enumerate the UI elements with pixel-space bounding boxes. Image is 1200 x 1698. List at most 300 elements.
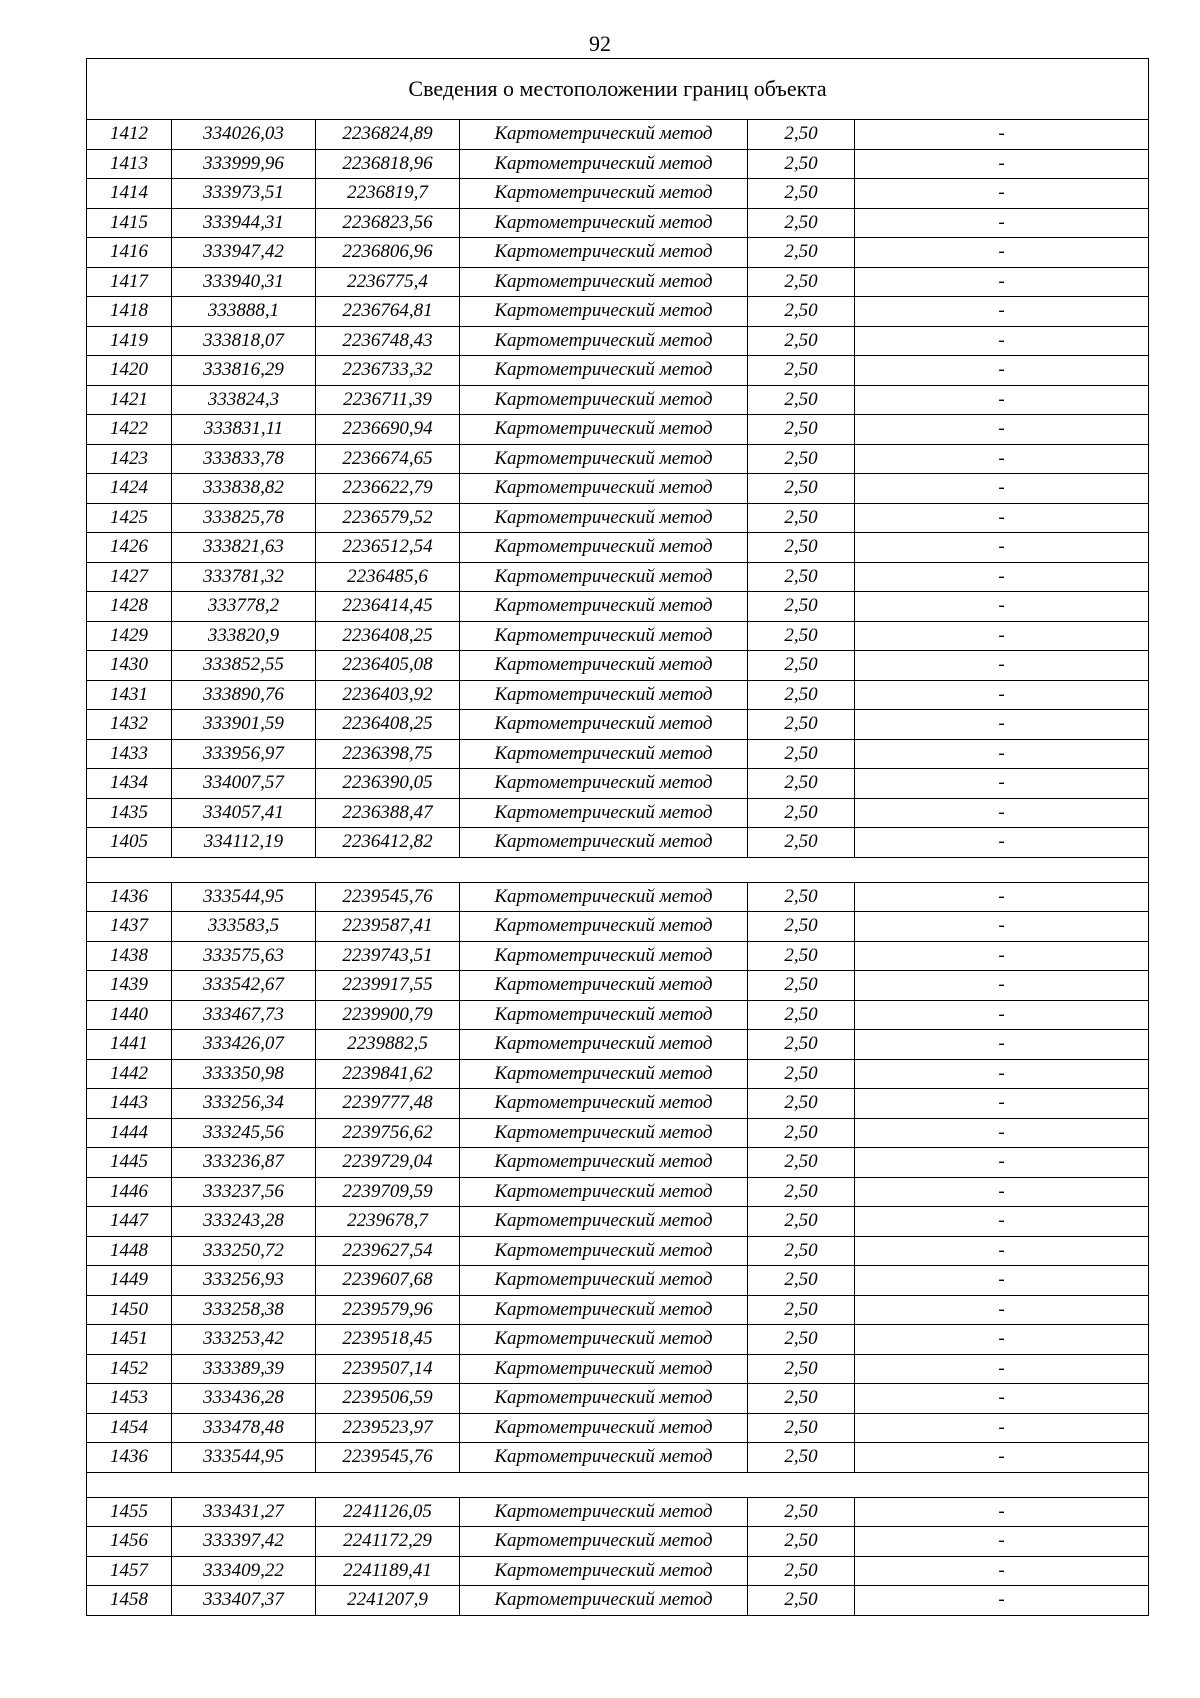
coord-y-cell: 2236824,89 (316, 120, 460, 150)
table-row (87, 326, 1149, 356)
description-cell: - (855, 267, 1149, 297)
coord-y-cell: 2239743,51 (316, 941, 460, 971)
description-cell: - (855, 1325, 1149, 1355)
coord-x-cell: 333389,39 (172, 1354, 316, 1384)
method-cell: Картометрический метод (460, 680, 748, 710)
coord-y-cell: 2236388,47 (316, 798, 460, 828)
accuracy-cell: 2,50 (748, 710, 855, 740)
table-row (87, 533, 1149, 563)
accuracy-cell: 2,50 (748, 592, 855, 622)
accuracy-cell: 2,50 (748, 1236, 855, 1266)
coord-x-cell: 333888,1 (172, 297, 316, 327)
table-row (87, 882, 1149, 912)
coord-y-cell: 2241207,9 (316, 1586, 460, 1616)
accuracy-cell: 2,50 (748, 1497, 855, 1527)
coord-x-cell: 333583,5 (172, 912, 316, 942)
description-cell: - (855, 533, 1149, 563)
description-cell: - (855, 1384, 1149, 1414)
coord-y-cell: 2241189,41 (316, 1556, 460, 1586)
description-cell: - (855, 971, 1149, 1001)
accuracy-cell: 2,50 (748, 297, 855, 327)
coord-x-cell: 333431,27 (172, 1497, 316, 1527)
accuracy-cell: 2,50 (748, 503, 855, 533)
point-number-cell: 1426 (87, 533, 172, 563)
point-number-cell: 1445 (87, 1148, 172, 1178)
description-cell: - (855, 149, 1149, 179)
method-cell: Картометрический метод (460, 1354, 748, 1384)
description-cell: - (855, 562, 1149, 592)
point-number-cell: 1440 (87, 1000, 172, 1030)
method-cell: Картометрический метод (460, 621, 748, 651)
method-cell: Картометрический метод (460, 415, 748, 445)
table-title: Сведения о местоположении границ объекта (87, 59, 1149, 120)
table-row (87, 1266, 1149, 1296)
point-number-cell: 1413 (87, 149, 172, 179)
description-cell: - (855, 1443, 1149, 1473)
description-cell: - (855, 1266, 1149, 1296)
method-cell: Картометрический метод (460, 533, 748, 563)
table-row (87, 415, 1149, 445)
point-number-cell: 1436 (87, 882, 172, 912)
point-number-cell: 1428 (87, 592, 172, 622)
method-cell: Картометрический метод (460, 1148, 748, 1178)
coord-x-cell: 333575,63 (172, 941, 316, 971)
table-row (87, 474, 1149, 504)
method-cell: Картометрический метод (460, 562, 748, 592)
accuracy-cell: 2,50 (748, 1325, 855, 1355)
coord-x-cell: 333956,97 (172, 739, 316, 769)
accuracy-cell: 2,50 (748, 149, 855, 179)
table-row (87, 1207, 1149, 1237)
description-cell: - (855, 1089, 1149, 1119)
coord-y-cell: 2236412,82 (316, 828, 460, 858)
coord-x-cell: 333816,29 (172, 356, 316, 386)
point-number-cell: 1443 (87, 1089, 172, 1119)
accuracy-cell: 2,50 (748, 680, 855, 710)
accuracy-cell: 2,50 (748, 1413, 855, 1443)
table-row (87, 1325, 1149, 1355)
method-cell: Картометрический метод (460, 326, 748, 356)
point-number-cell: 1423 (87, 444, 172, 474)
point-number-cell: 1451 (87, 1325, 172, 1355)
description-cell: - (855, 415, 1149, 445)
point-number-cell: 1441 (87, 1030, 172, 1060)
accuracy-cell: 2,50 (748, 533, 855, 563)
coord-y-cell: 2239900,79 (316, 1000, 460, 1030)
coord-x-cell: 333243,28 (172, 1207, 316, 1237)
method-cell: Картометрический метод (460, 1443, 748, 1473)
coord-x-cell: 333973,51 (172, 179, 316, 209)
accuracy-cell: 2,50 (748, 1295, 855, 1325)
description-cell: - (855, 1000, 1149, 1030)
accuracy-cell: 2,50 (748, 1556, 855, 1586)
description-cell: - (855, 1236, 1149, 1266)
coord-y-cell: 2239917,55 (316, 971, 460, 1001)
coord-x-cell: 334057,41 (172, 798, 316, 828)
coord-y-cell: 2236690,94 (316, 415, 460, 445)
description-cell: - (855, 208, 1149, 238)
coord-y-cell: 2236414,45 (316, 592, 460, 622)
table-row (87, 1118, 1149, 1148)
method-cell: Картометрический метод (460, 238, 748, 268)
description-cell: - (855, 326, 1149, 356)
method-cell: Картометрический метод (460, 1207, 748, 1237)
description-cell: - (855, 297, 1149, 327)
table-row (87, 769, 1149, 799)
accuracy-cell: 2,50 (748, 769, 855, 799)
point-number-cell: 1418 (87, 297, 172, 327)
method-cell: Картометрический метод (460, 208, 748, 238)
coord-y-cell: 2239627,54 (316, 1236, 460, 1266)
coord-x-cell: 333940,31 (172, 267, 316, 297)
coord-x-cell: 333407,37 (172, 1586, 316, 1616)
description-cell: - (855, 912, 1149, 942)
method-cell: Картометрический метод (460, 149, 748, 179)
coord-x-cell: 333253,42 (172, 1325, 316, 1355)
description-cell: - (855, 1207, 1149, 1237)
method-cell: Картометрический метод (460, 1556, 748, 1586)
table-row (87, 267, 1149, 297)
coord-x-cell: 333831,11 (172, 415, 316, 445)
accuracy-cell: 2,50 (748, 267, 855, 297)
coord-x-cell: 333833,78 (172, 444, 316, 474)
coord-x-cell: 333852,55 (172, 651, 316, 681)
accuracy-cell: 2,50 (748, 1384, 855, 1414)
boundary-coordinates-table (86, 58, 1149, 1616)
coord-y-cell: 2236398,75 (316, 739, 460, 769)
description-cell: - (855, 1586, 1149, 1616)
coord-x-cell: 333467,73 (172, 1000, 316, 1030)
accuracy-cell: 2,50 (748, 1148, 855, 1178)
coord-x-cell: 333838,82 (172, 474, 316, 504)
point-number-cell: 1425 (87, 503, 172, 533)
table-row (87, 1148, 1149, 1178)
accuracy-cell: 2,50 (748, 474, 855, 504)
group-separator-cell (87, 857, 1149, 882)
accuracy-cell: 2,50 (748, 1443, 855, 1473)
table-row (87, 1236, 1149, 1266)
accuracy-cell: 2,50 (748, 1266, 855, 1296)
coord-y-cell: 2236711,39 (316, 385, 460, 415)
point-number-cell: 1435 (87, 798, 172, 828)
table-row (87, 710, 1149, 740)
coord-x-cell: 333478,48 (172, 1413, 316, 1443)
description-cell: - (855, 680, 1149, 710)
coord-x-cell: 333544,95 (172, 1443, 316, 1473)
description-cell: - (855, 1354, 1149, 1384)
method-cell: Картометрический метод (460, 1266, 748, 1296)
description-cell: - (855, 444, 1149, 474)
point-number-cell: 1457 (87, 1556, 172, 1586)
point-number-cell: 1431 (87, 680, 172, 710)
accuracy-cell: 2,50 (748, 562, 855, 592)
accuracy-cell: 2,50 (748, 1059, 855, 1089)
coord-y-cell: 2239518,45 (316, 1325, 460, 1355)
coord-y-cell: 2239506,59 (316, 1384, 460, 1414)
accuracy-cell: 2,50 (748, 1118, 855, 1148)
description-cell: - (855, 238, 1149, 268)
coord-y-cell: 2239882,5 (316, 1030, 460, 1060)
method-cell: Картометрический метод (460, 1586, 748, 1616)
group-separator-cell (87, 1472, 1149, 1497)
description-cell: - (855, 592, 1149, 622)
coord-y-cell: 2236733,32 (316, 356, 460, 386)
description-cell: - (855, 1118, 1149, 1148)
method-cell: Картометрический метод (460, 1118, 748, 1148)
coord-y-cell: 2239587,41 (316, 912, 460, 942)
coord-x-cell: 333426,07 (172, 1030, 316, 1060)
method-cell: Картометрический метод (460, 1295, 748, 1325)
accuracy-cell: 2,50 (748, 798, 855, 828)
point-number-cell: 1448 (87, 1236, 172, 1266)
description-cell: - (855, 828, 1149, 858)
description-cell: - (855, 1148, 1149, 1178)
point-number-cell: 1450 (87, 1295, 172, 1325)
coord-x-cell: 333778,2 (172, 592, 316, 622)
point-number-cell: 1434 (87, 769, 172, 799)
table-body (87, 59, 1149, 1616)
coord-y-cell: 2236819,7 (316, 179, 460, 209)
description-cell: - (855, 1497, 1149, 1527)
description-cell: - (855, 710, 1149, 740)
table-row (87, 1000, 1149, 1030)
method-cell: Картометрический метод (460, 710, 748, 740)
table-row (87, 1354, 1149, 1384)
point-number-cell: 1438 (87, 941, 172, 971)
coord-x-cell: 333947,42 (172, 238, 316, 268)
coord-y-cell: 2239523,97 (316, 1413, 460, 1443)
accuracy-cell: 2,50 (748, 1207, 855, 1237)
page-number: 92 (589, 31, 611, 56)
method-cell: Картометрический метод (460, 1413, 748, 1443)
method-cell: Картометрический метод (460, 1384, 748, 1414)
table-row (87, 941, 1149, 971)
coord-x-cell: 333245,56 (172, 1118, 316, 1148)
accuracy-cell: 2,50 (748, 912, 855, 942)
table-row (87, 208, 1149, 238)
method-cell: Картометрический метод (460, 1059, 748, 1089)
table-row (87, 1527, 1149, 1557)
accuracy-cell: 2,50 (748, 415, 855, 445)
method-cell: Картометрический метод (460, 267, 748, 297)
coord-y-cell: 2239841,62 (316, 1059, 460, 1089)
point-number-cell: 1455 (87, 1497, 172, 1527)
description-cell: - (855, 651, 1149, 681)
table-row (87, 149, 1149, 179)
point-number-cell: 1458 (87, 1586, 172, 1616)
table-row (87, 179, 1149, 209)
method-cell: Картометрический метод (460, 1236, 748, 1266)
accuracy-cell: 2,50 (748, 941, 855, 971)
point-number-cell: 1430 (87, 651, 172, 681)
point-number-cell: 1444 (87, 1118, 172, 1148)
description-cell: - (855, 1295, 1149, 1325)
method-cell: Картометрический метод (460, 1177, 748, 1207)
coord-y-cell: 2239507,14 (316, 1354, 460, 1384)
table-row (87, 356, 1149, 386)
table-row (87, 1030, 1149, 1060)
table-title-row (87, 59, 1149, 120)
point-number-cell: 1415 (87, 208, 172, 238)
coord-y-cell: 2236405,08 (316, 651, 460, 681)
point-number-cell: 1446 (87, 1177, 172, 1207)
coord-y-cell: 2236823,56 (316, 208, 460, 238)
accuracy-cell: 2,50 (748, 1177, 855, 1207)
coord-y-cell: 2239579,96 (316, 1295, 460, 1325)
table-row (87, 562, 1149, 592)
coord-x-cell: 333944,31 (172, 208, 316, 238)
method-cell: Картометрический метод (460, 1497, 748, 1527)
method-cell: Картометрический метод (460, 798, 748, 828)
method-cell: Картометрический метод (460, 941, 748, 971)
method-cell: Картометрический метод (460, 356, 748, 386)
point-number-cell: 1420 (87, 356, 172, 386)
point-number-cell: 1456 (87, 1527, 172, 1557)
table-row (87, 798, 1149, 828)
description-cell: - (855, 120, 1149, 150)
accuracy-cell: 2,50 (748, 1586, 855, 1616)
description-cell: - (855, 1527, 1149, 1557)
coord-x-cell: 333542,67 (172, 971, 316, 1001)
coord-x-cell: 333397,42 (172, 1527, 316, 1557)
accuracy-cell: 2,50 (748, 621, 855, 651)
coord-x-cell: 333821,63 (172, 533, 316, 563)
description-cell: - (855, 882, 1149, 912)
table-row (87, 680, 1149, 710)
method-cell: Картометрический метод (460, 385, 748, 415)
coord-x-cell: 333781,32 (172, 562, 316, 592)
table-row (87, 444, 1149, 474)
coord-y-cell: 2236674,65 (316, 444, 460, 474)
coord-x-cell: 333250,72 (172, 1236, 316, 1266)
coord-y-cell: 2239545,76 (316, 882, 460, 912)
table-row (87, 1556, 1149, 1586)
description-cell: - (855, 474, 1149, 504)
description-cell: - (855, 1413, 1149, 1443)
point-number-cell: 1421 (87, 385, 172, 415)
coord-x-cell: 333350,98 (172, 1059, 316, 1089)
accuracy-cell: 2,50 (748, 1354, 855, 1384)
group-separator-row (87, 857, 1149, 882)
point-number-cell: 1449 (87, 1266, 172, 1296)
accuracy-cell: 2,50 (748, 326, 855, 356)
coord-x-cell: 333820,9 (172, 621, 316, 651)
point-number-cell: 1417 (87, 267, 172, 297)
accuracy-cell: 2,50 (748, 739, 855, 769)
coord-y-cell: 2236818,96 (316, 149, 460, 179)
coord-y-cell: 2239777,48 (316, 1089, 460, 1119)
description-cell: - (855, 179, 1149, 209)
coord-x-cell: 333409,22 (172, 1556, 316, 1586)
accuracy-cell: 2,50 (748, 179, 855, 209)
accuracy-cell: 2,50 (748, 651, 855, 681)
point-number-cell: 1412 (87, 120, 172, 150)
coord-x-cell: 333236,87 (172, 1148, 316, 1178)
method-cell: Картометрический метод (460, 739, 748, 769)
point-number-cell: 1436 (87, 1443, 172, 1473)
table-row (87, 1177, 1149, 1207)
table-row (87, 503, 1149, 533)
accuracy-cell: 2,50 (748, 1030, 855, 1060)
accuracy-cell: 2,50 (748, 356, 855, 386)
table-row (87, 971, 1149, 1001)
description-cell: - (855, 1177, 1149, 1207)
method-cell: Картометрический метод (460, 1030, 748, 1060)
method-cell: Картометрический метод (460, 651, 748, 681)
coord-x-cell: 333436,28 (172, 1384, 316, 1414)
table-row (87, 1295, 1149, 1325)
method-cell: Картометрический метод (460, 474, 748, 504)
description-cell: - (855, 798, 1149, 828)
point-number-cell: 1453 (87, 1384, 172, 1414)
coord-y-cell: 2239709,59 (316, 1177, 460, 1207)
accuracy-cell: 2,50 (748, 882, 855, 912)
description-cell: - (855, 769, 1149, 799)
table-row (87, 238, 1149, 268)
point-number-cell: 1422 (87, 415, 172, 445)
method-cell: Картометрический метод (460, 1527, 748, 1557)
coord-y-cell: 2239729,04 (316, 1148, 460, 1178)
table-row (87, 1443, 1149, 1473)
coord-x-cell: 334007,57 (172, 769, 316, 799)
coord-y-cell: 2236403,92 (316, 680, 460, 710)
method-cell: Картометрический метод (460, 828, 748, 858)
point-number-cell: 1452 (87, 1354, 172, 1384)
coord-y-cell: 2236764,81 (316, 297, 460, 327)
point-number-cell: 1405 (87, 828, 172, 858)
table-row (87, 912, 1149, 942)
coord-x-cell: 333818,07 (172, 326, 316, 356)
method-cell: Картометрический метод (460, 444, 748, 474)
table-row (87, 1413, 1149, 1443)
coord-x-cell: 333256,93 (172, 1266, 316, 1296)
coord-x-cell: 333890,76 (172, 680, 316, 710)
method-cell: Картометрический метод (460, 882, 748, 912)
coord-y-cell: 2236775,4 (316, 267, 460, 297)
table-row (87, 592, 1149, 622)
method-cell: Картометрический метод (460, 912, 748, 942)
point-number-cell: 1447 (87, 1207, 172, 1237)
coord-y-cell: 2236485,6 (316, 562, 460, 592)
point-number-cell: 1432 (87, 710, 172, 740)
coord-y-cell: 2239756,62 (316, 1118, 460, 1148)
table-row (87, 1497, 1149, 1527)
coord-x-cell: 333237,56 (172, 1177, 316, 1207)
point-number-cell: 1454 (87, 1413, 172, 1443)
description-cell: - (855, 1556, 1149, 1586)
table-row (87, 621, 1149, 651)
method-cell: Картометрический метод (460, 971, 748, 1001)
coord-x-cell: 333901,59 (172, 710, 316, 740)
accuracy-cell: 2,50 (748, 208, 855, 238)
table-row (87, 828, 1149, 858)
coord-x-cell: 333258,38 (172, 1295, 316, 1325)
accuracy-cell: 2,50 (748, 1000, 855, 1030)
description-cell: - (855, 385, 1149, 415)
point-number-cell: 1437 (87, 912, 172, 942)
method-cell: Картометрический метод (460, 503, 748, 533)
method-cell: Картометрический метод (460, 1089, 748, 1119)
method-cell: Картометрический метод (460, 120, 748, 150)
table-row (87, 1089, 1149, 1119)
coord-x-cell: 333824,3 (172, 385, 316, 415)
method-cell: Картометрический метод (460, 1325, 748, 1355)
coord-y-cell: 2236806,96 (316, 238, 460, 268)
point-number-cell: 1439 (87, 971, 172, 1001)
table-row (87, 1586, 1149, 1616)
coord-y-cell: 2239678,7 (316, 1207, 460, 1237)
accuracy-cell: 2,50 (748, 971, 855, 1001)
